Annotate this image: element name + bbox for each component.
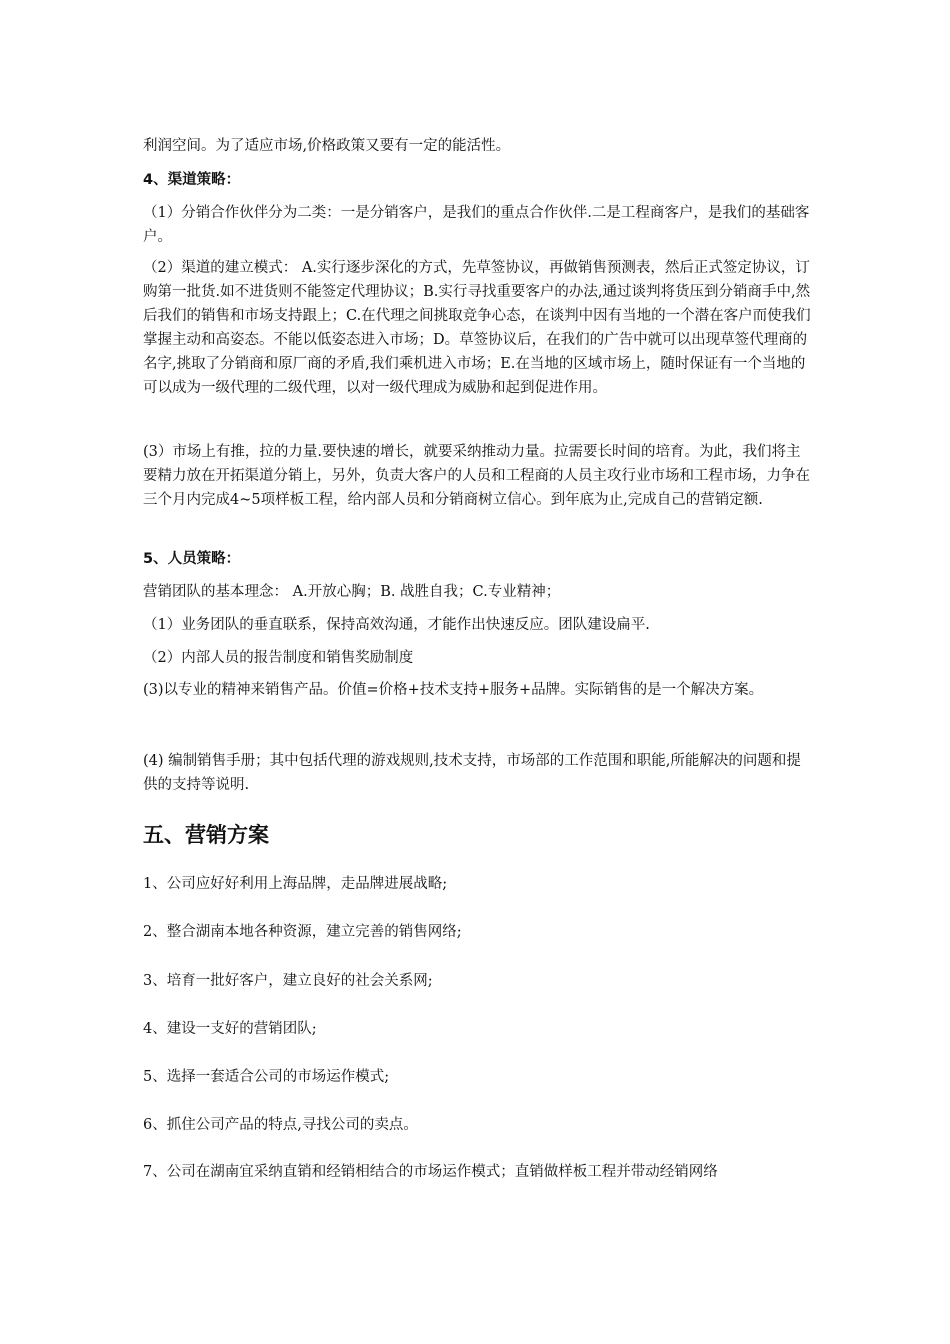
plan-item-3: 3、培育一批好客户，建立良好的社会关系网; (143, 973, 433, 989)
plan-item-5: 5、选择一套适合公司的市场运作模式; (143, 1069, 390, 1085)
paragraph-personnel-1: （1）业务团队的垂直联系，保持高效沟通，才能作出快速反应。团队建设扁平. (143, 617, 650, 633)
plan-item-1: 1、公司应好好利用上海品牌，走品牌进展战略; (143, 876, 448, 892)
heading-personnel-strategy: 5、人员策略： (143, 551, 241, 567)
plan-item-6: 6、抓住公司产品的特点,寻找公司的卖点。 (143, 1117, 418, 1133)
section-title-marketing-plan: 五、营销方案 (143, 823, 269, 847)
paragraph-team-concept: 营销团队的基本理念： A.开放心胸；B. 战胜自我；C.专业精神； (143, 584, 561, 600)
plan-item-4: 4、建设一支好的营销团队; (143, 1021, 317, 1037)
plan-item-7: 7、公司在湖南宜采纳直销和经销相结合的市场运作模式；直销做样板工程并带动经销网络 (143, 1164, 718, 1180)
paragraph-channel-3: (3）市场上有推，拉的力量.要快速的增长，就要采纳推动力量。拉需要长时间的培育。为此，我们将主要精力放在开拓渠道分销上，另外，负责大客户的人员和工程商的人员主攻行业市场和工程市场，力争在三个月内完成4~5项样板工程，给内部人员和分销商树立信心。到年底为止,完成自己的营销定额. (143, 444, 810, 508)
paragraph-channel-1: （1）分销合作伙伴分为二类：一是分销客户，是我们的重点合作伙伴.二是工程商客户，是我们的基础客户。 (143, 205, 810, 245)
paragraph-channel-2: （2）渠道的建立模式： A.实行逐步深化的方式，先草签协议，再做销售预测表，然后正式签定协议，订购第一批货.如不进货则不能签定代理协议；B.实行寻找重要客户的办法,通过谈判将货压到分销商手中,然后我们的销售和市场支持跟上；C.在代理之间挑取竞争心态，在谈判中因有当地的一个潜在客户而使我们掌握主动和高姿态。不能以低姿态进入市场；D。草签协议后，在我们的广告中就可以出现草签代理商的名字,挑取了分销商和原厂商的矛盾,我们乘机进入市场；E.在当地的区域市场上，随时保证有一个当地的可以成为一级代理的二级代理，以对一级代理成为威胁和起到促进作用。 (143, 260, 811, 396)
paragraph-personnel-3: (3)以专业的精神来销售产品。价值=价格+技术支持+服务+品牌。实际销售的是一个解决方案。 (143, 682, 764, 698)
paragraph-personnel-2: （2）内部人员的报告制度和销售奖励制度 (143, 650, 414, 666)
paragraph-personnel-4: (4) 编制销售手册；其中包括代理的游戏规则,技术支持，市场部的工作范围和职能,所能解决的问题和提供的支持等说明. (143, 753, 801, 793)
plan-item-2: 2、整合湖南本地各种资源，建立完善的销售网络; (143, 924, 462, 940)
paragraph-profit-space: 利润空间。为了适应市场,价格政策又要有一定的能活性。 (143, 138, 511, 154)
heading-channel-strategy: 4、渠道策略： (143, 172, 241, 188)
